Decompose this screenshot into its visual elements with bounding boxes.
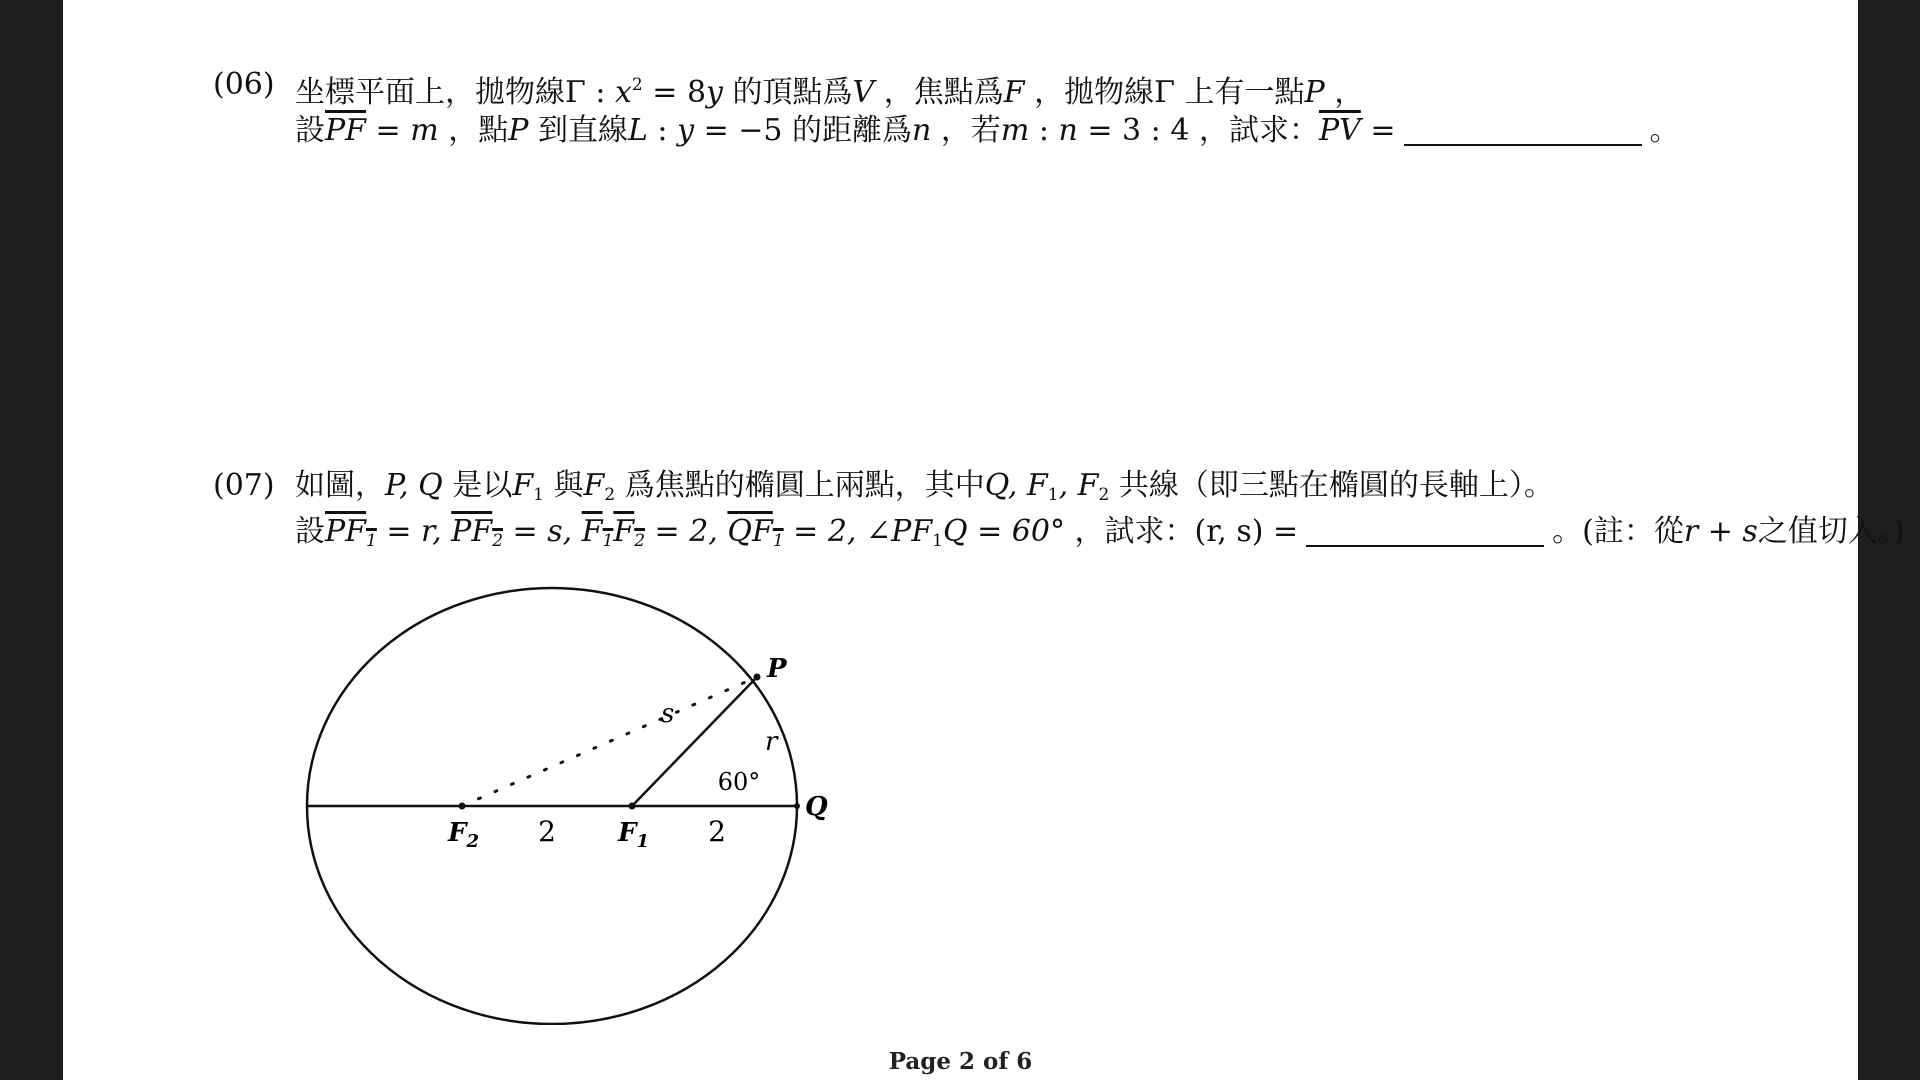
subscript: 1 [366, 531, 377, 551]
math-var: P, Q [385, 468, 443, 503]
subscript: 1 [772, 531, 784, 551]
subscript: 1 [932, 531, 943, 551]
math-var: F [1003, 75, 1025, 110]
label-length-f2f1: 2 [538, 815, 556, 848]
point-q [794, 803, 800, 809]
math-var: P [1304, 75, 1325, 110]
label-q: Q [805, 792, 828, 822]
math-var: Q, F [984, 468, 1048, 503]
segment-label: $\overline{PV}$ [1318, 113, 1361, 148]
label-length-f1q: 2 [708, 815, 726, 848]
text: 到直線 [528, 113, 628, 148]
text: 之值切入。) [1757, 514, 1905, 549]
subscript: 2 [604, 485, 616, 505]
label-f2-letter: F [448, 818, 467, 848]
text: F [581, 514, 603, 549]
text: Γ : [565, 75, 615, 110]
math-var: m [410, 113, 439, 148]
text: 上有一點 [1174, 75, 1305, 110]
text: ，試求：(r, s) = [1064, 514, 1299, 549]
math-var: = s, [503, 514, 582, 549]
question-06-line-2 [295, 108, 1680, 154]
segment-label [451, 514, 503, 549]
document-page [63, 0, 1905, 1080]
point-p [754, 674, 761, 681]
text: 設 [295, 514, 325, 549]
text: PF [451, 514, 493, 549]
math-var: m [1000, 113, 1030, 148]
point-f1 [629, 803, 636, 810]
subscript: 1 [533, 485, 544, 505]
segment-label: $\overline{PF}$ [325, 113, 367, 148]
ellipse-figure [293, 585, 893, 1025]
text: 。 [1649, 113, 1680, 148]
text: = 3 : 4 ，試求： [1077, 113, 1319, 148]
segment-label [325, 514, 377, 549]
segment-label [727, 514, 783, 549]
segment-pf2-dotted [462, 677, 757, 806]
math-var: = r, [376, 514, 452, 549]
question-07-line-2 [295, 509, 1905, 564]
label-f1-sub: 1 [636, 831, 649, 852]
subscript: 1 [1047, 485, 1059, 505]
answer-blank[interactable] [1306, 515, 1544, 547]
label-r: r [765, 727, 778, 757]
text: ，拋物線 [1024, 75, 1155, 110]
math-var: r + s [1683, 514, 1758, 549]
page-number: Page 2 of 6 [888, 1048, 1033, 1075]
text: QF [727, 514, 773, 549]
text: : [1029, 113, 1059, 148]
label-f2 [447, 818, 479, 852]
text: 共線（即三點在橢圓的長軸上）。 [1109, 468, 1554, 503]
text: 與 [543, 468, 584, 503]
text: 的頂點爲 [723, 75, 853, 110]
math-var: n [1058, 113, 1078, 148]
answer-blank[interactable] [1404, 114, 1642, 146]
math-var: n [912, 113, 932, 148]
text: ，焦點爲 [874, 75, 1004, 110]
text: = 8 [642, 75, 707, 110]
text: 坐標平面上，拋物線 [295, 75, 565, 110]
math-var: V [852, 75, 875, 110]
text: 。(註：從 [1552, 514, 1684, 549]
text: 爲焦點的橢圓上兩點，其中 [615, 468, 985, 503]
question-number: (06) [213, 67, 275, 102]
question-number: (07) [213, 468, 275, 503]
text: ，點 [438, 113, 509, 148]
text: : [647, 113, 678, 148]
point-f2 [459, 803, 466, 810]
text: Γ [1154, 75, 1175, 110]
math-var: y [677, 113, 695, 148]
text: PF [325, 514, 367, 549]
text: = [1360, 113, 1396, 148]
label-f1-letter: F [618, 818, 637, 848]
exponent: 2 [631, 75, 643, 95]
text: 是以 [442, 468, 513, 503]
math-var: = 2, [645, 514, 728, 549]
math-var: L [627, 113, 648, 148]
text: F [613, 514, 635, 549]
text: = [366, 113, 411, 148]
text: ， [1324, 75, 1365, 110]
label-f1 [617, 818, 649, 852]
segment-label [582, 514, 645, 549]
math-var: x [615, 75, 632, 110]
label-s: s [661, 699, 675, 729]
text: = −5 的距離爲 [694, 113, 912, 148]
text: 如圖， [295, 468, 385, 503]
subscript: 2 [634, 531, 646, 551]
math-var: y [706, 75, 723, 110]
math-var: , F [1058, 468, 1099, 503]
math-var: P [508, 113, 529, 148]
label-angle: 60° [717, 768, 761, 796]
subscript: 2 [1098, 485, 1110, 505]
math-var: F [583, 468, 605, 503]
subscript: 2 [492, 531, 504, 551]
label-p: P [767, 654, 787, 684]
label-f2-sub: 2 [466, 831, 479, 852]
math-var: Q = 60° [942, 514, 1065, 549]
math-var: F [512, 468, 534, 503]
text: 設 [295, 113, 325, 148]
subscript: 1 [602, 531, 614, 551]
text: ，若 [931, 113, 1001, 148]
math-var: = 2, ∠PF [783, 514, 933, 549]
